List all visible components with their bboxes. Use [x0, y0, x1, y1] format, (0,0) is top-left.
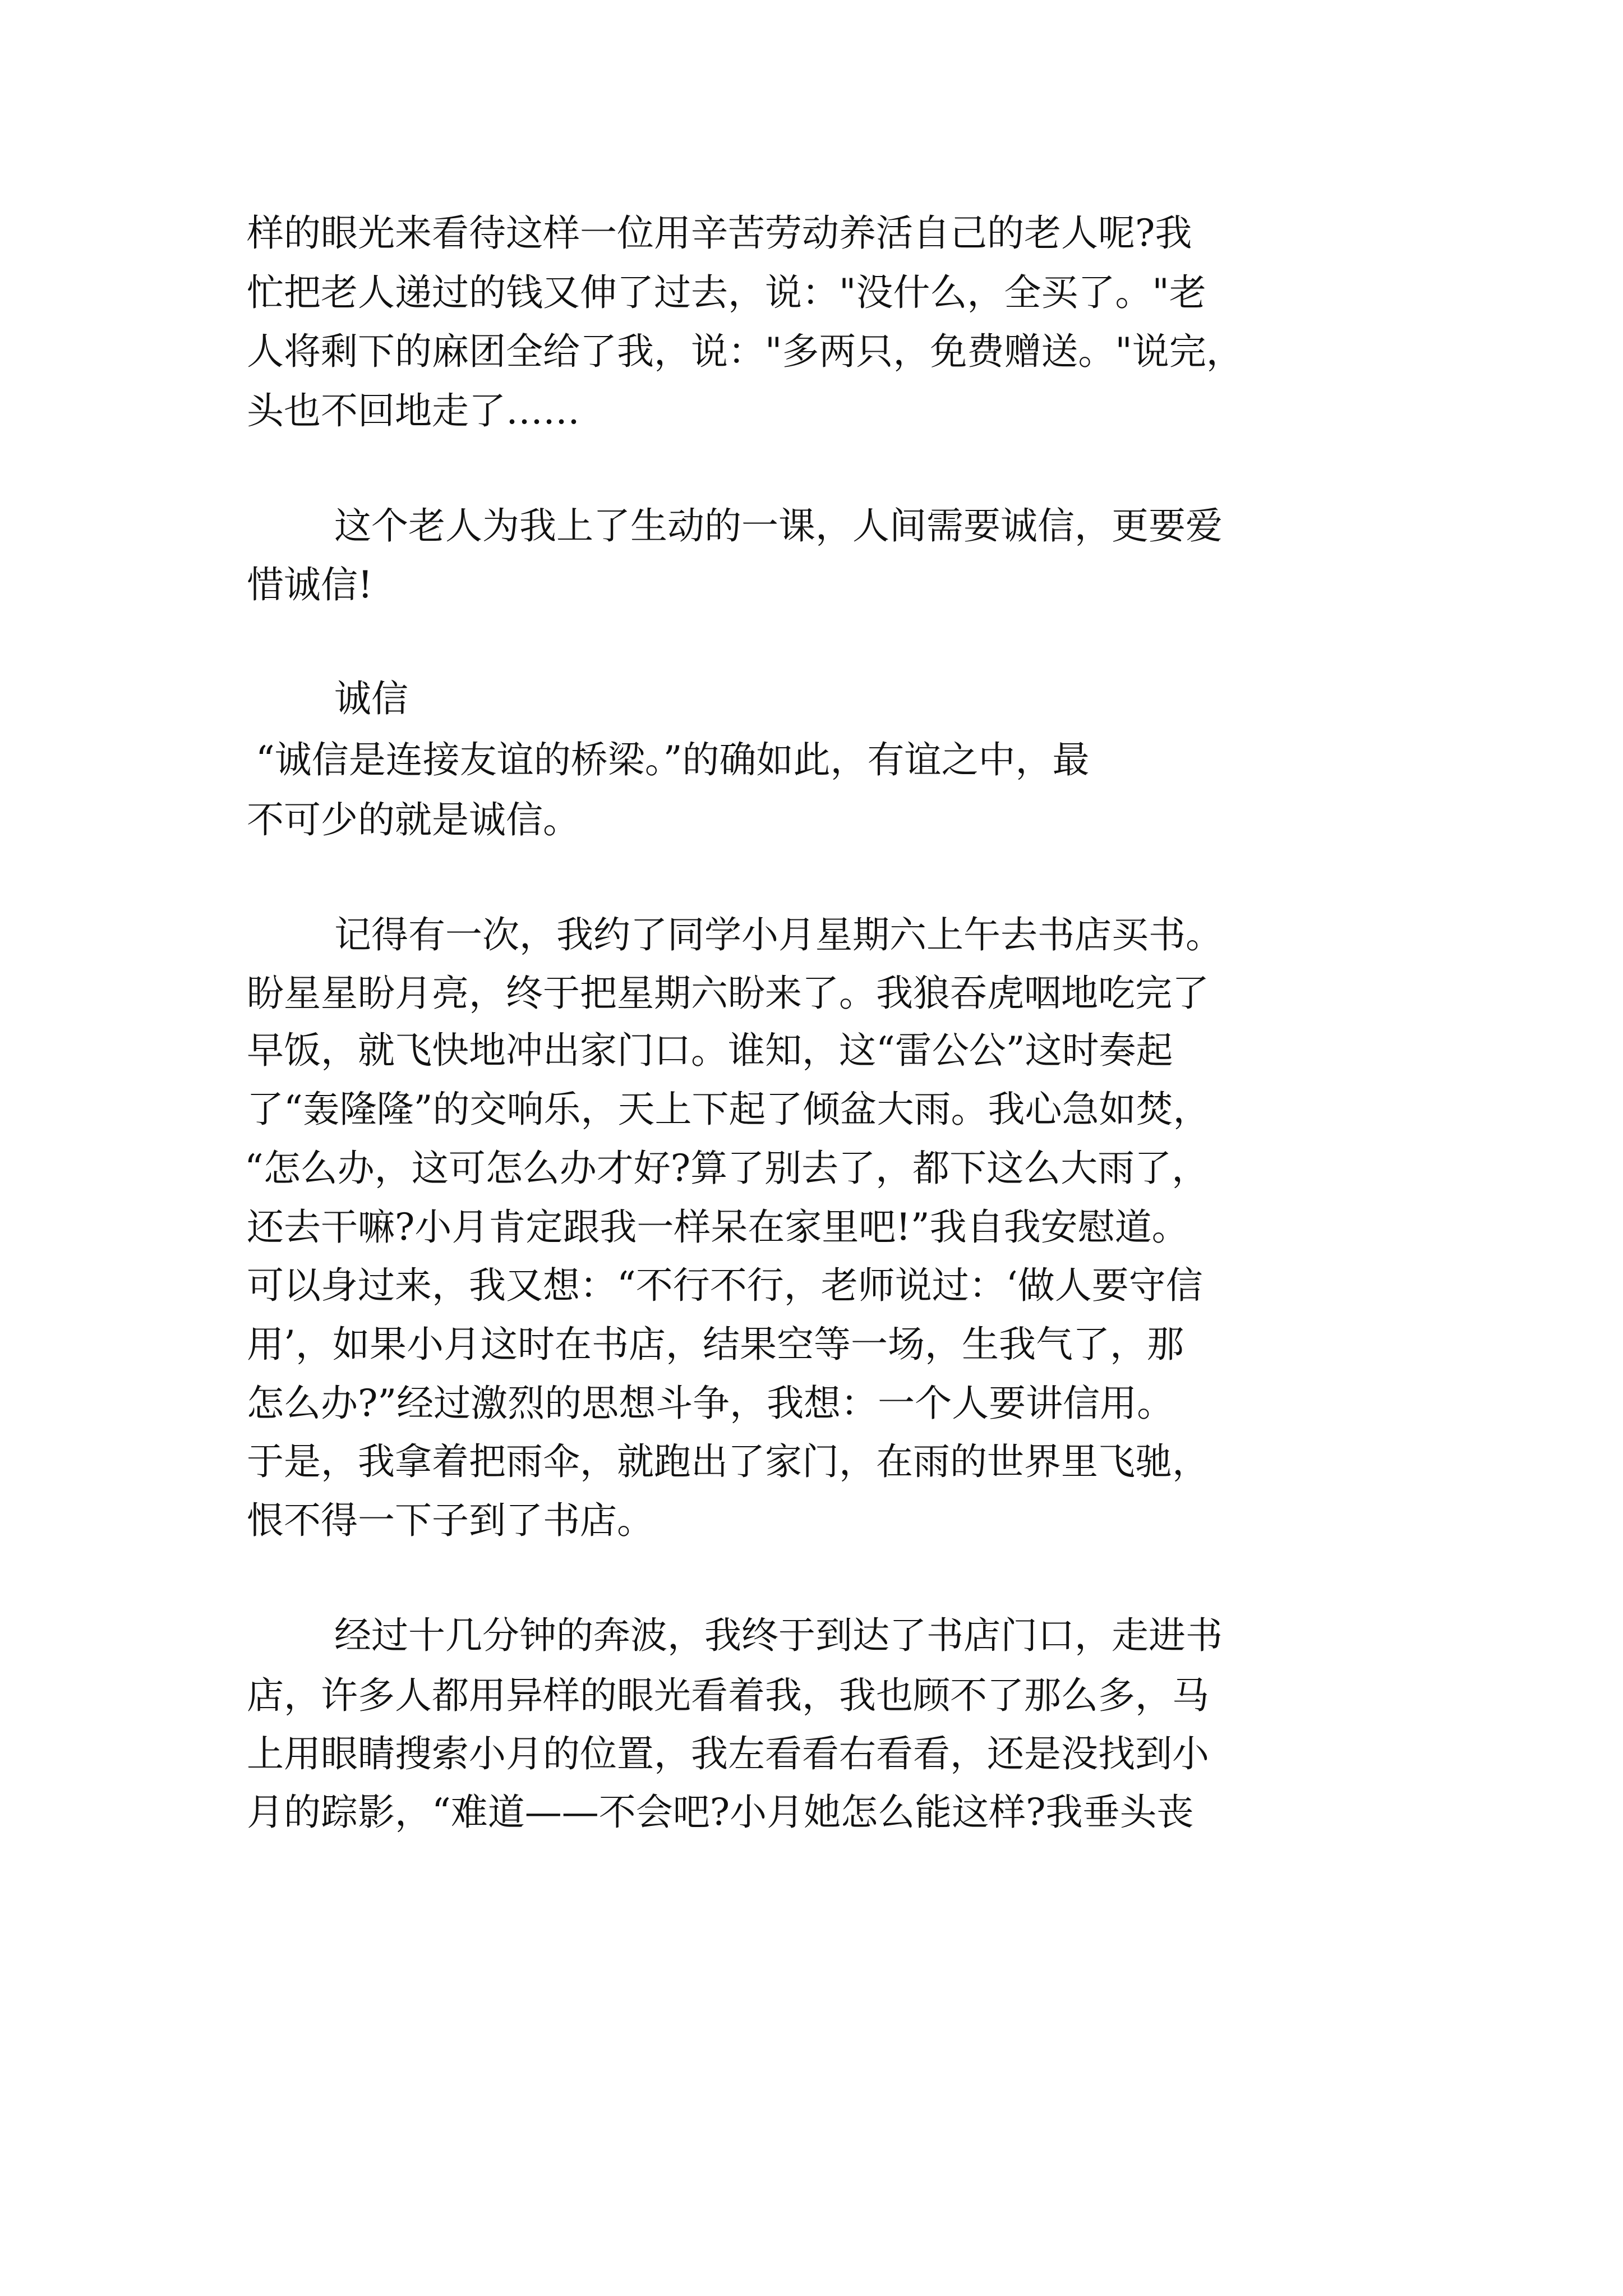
text-line: 这个老人为我上了生动的一课，人间需要诚信，更要爱 — [334, 504, 1223, 547]
text-line: 用’，如果小月这时在书店，结果空等一场，生我气了，那 — [247, 1323, 1184, 1366]
text-line: 可以身过来，我又想：“不行不行，老师说过：‘做人要守信 — [247, 1264, 1203, 1307]
text-line: 头也不回地走了…… — [247, 389, 580, 432]
text-line: 记得有一次，我约了同学小月星期六上午去书店买书。 — [334, 913, 1223, 956]
text-line: 月的踪影，“难道——不会吧?小月她怎么能这样?我垂头丧 — [247, 1791, 1194, 1834]
text-line: 怎么办?”经过激烈的思想斗争，我想：一个人要讲信用。 — [247, 1382, 1174, 1425]
text-line: 盼星星盼月亮，终于把星期六盼来了。我狼吞虎咽地吃完了 — [247, 972, 1209, 1015]
text-line: 还去干嘛?小月肯定跟我一样呆在家里吧!”我自我安慰道。 — [247, 1205, 1189, 1249]
text-line: 人将剩下的麻团全给了我，说："多两只，免费赠送。"说完， — [247, 330, 1243, 373]
text-line: 早饭，就飞快地冲出家门口。谁知，这“雷公公”这时奏起 — [247, 1029, 1173, 1072]
text-line: 忙把老人递过的钱又伸了过去，说："没什么，全买了。"老 — [247, 271, 1206, 314]
text-line: “怎么办，这可怎么办才好?算了别去了，都下这么大雨了， — [245, 1147, 1209, 1190]
text-line: 恨不得一下子到了书店。 — [247, 1499, 654, 1542]
text-line: 经过十几分钟的奔波，我终于到达了书店门口，走进书 — [334, 1614, 1223, 1657]
text-line: 店，许多人都用异样的眼光看着我，我也顾不了那么多，马 — [247, 1674, 1209, 1717]
section-heading: 诚信 — [334, 677, 408, 720]
text-line: 不可少的就是诚信。 — [247, 798, 580, 841]
text-line: “诚信是连接友谊的桥梁。”的确如此，有谊之中，最 — [256, 738, 1090, 781]
text-line: 于是，我拿着把雨伞，就跑出了家门，在雨的世界里飞驰， — [247, 1440, 1209, 1483]
text-line: 上用眼睛搜索小月的位置，我左看看右看看，还是没找到小 — [247, 1732, 1209, 1775]
text-line: 样的眼光来看待这样一位用辛苦劳动养活自己的老人呢?我 — [247, 211, 1192, 255]
text-line: 了“轰隆隆”的交响乐，天上下起了倾盆大雨。我心急如焚， — [247, 1088, 1210, 1131]
text-line: 惜诚信! — [247, 563, 373, 606]
